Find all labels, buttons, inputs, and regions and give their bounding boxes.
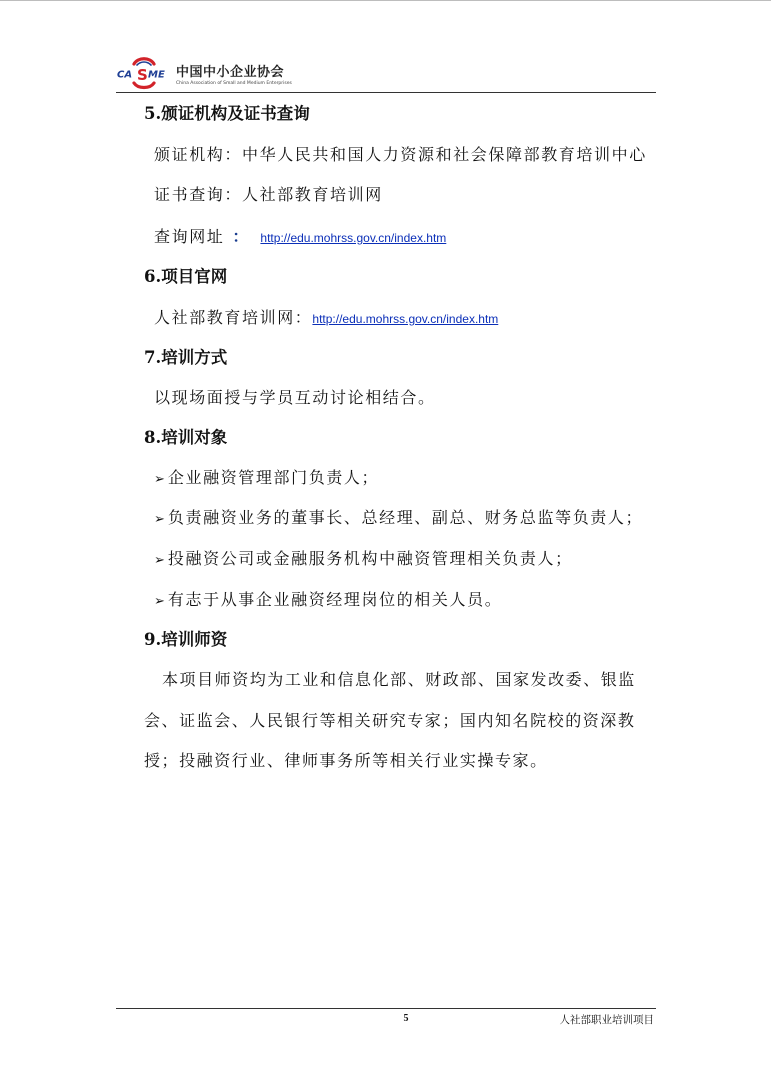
section-5-heading: 5.颁证机构及证书查询: [144, 104, 310, 123]
query-url-link[interactable]: http://edu.mohrss.gov.cn/index.htm: [260, 231, 447, 245]
official-site-line: [154, 304, 498, 333]
header-rule: [116, 92, 656, 93]
section-9-heading: 9.培训师资: [144, 630, 228, 649]
audience-item-text: 投融资公司或金融服务机构中融资管理相关负责人；: [167, 549, 573, 568]
audience-item-2: [154, 504, 643, 534]
org-title: [176, 61, 292, 86]
org-name: 中国中小企业协会: [176, 65, 285, 80]
query-url-label: 查询网址: [154, 227, 225, 246]
query-url-colon: ：: [232, 227, 249, 246]
section-8-heading: 8.培训对象: [144, 428, 228, 447]
svg-text:CA: CA: [117, 69, 133, 81]
cert-query-line: 证书查询：人社部教育培训网: [154, 185, 383, 204]
audience-item-text: 企业融资管理部门负责人；: [167, 468, 380, 487]
arrow-bullet-icon: ➢: [154, 512, 165, 527]
faculty-paragraph-line-2: 会、证监会、人民银行等相关研究专家；国内知名院校的资深教: [144, 711, 636, 730]
official-site-link[interactable]: http://edu.mohrss.gov.cn/index.htm: [312, 312, 499, 326]
section-6-heading: 6.项目官网: [144, 267, 228, 286]
org-name-en: China Association of Small and Medium Enterprises: [176, 81, 292, 86]
audience-item-4: [154, 586, 502, 616]
footer-project-name: 人社部职业培训项目: [559, 1014, 654, 1026]
audience-item-text: 负责融资业务的董事长、总经理、副总、财务总监等负责人；: [167, 508, 644, 527]
svg-text:ME: ME: [148, 69, 165, 81]
faculty-paragraph-line-1: 本项目师资均为工业和信息化部、财政部、国家发改委、银监: [162, 670, 636, 689]
query-url-line: [154, 223, 446, 252]
issuer-line: 颁证机构：中华人民共和国人力资源和社会保障部教育培训中心: [154, 145, 647, 164]
svg-text:S: S: [137, 66, 148, 84]
faculty-paragraph-line-3: 授；投融资行业、律师事务所等相关行业实操专家。: [144, 751, 548, 770]
page-top-edge: [0, 0, 771, 1]
casme-logo: [116, 56, 172, 90]
audience-item-1: [154, 464, 379, 494]
audience-item-text: 有志于从事企业融资经理岗位的相关人员。: [167, 590, 503, 609]
footer-rule: [116, 1008, 656, 1009]
training-method-text: 以现场面授与学员互动讨论相结合。: [154, 388, 436, 407]
page-number: 5: [403, 1013, 409, 1024]
arrow-bullet-icon: ➢: [154, 594, 165, 609]
page-header: [116, 52, 656, 94]
arrow-bullet-icon: ➢: [154, 472, 165, 487]
arrow-bullet-icon: ➢: [154, 553, 165, 568]
official-site-label: 人社部教育培训网：: [154, 308, 313, 327]
audience-item-3: [154, 545, 573, 575]
section-7-heading: 7.培训方式: [144, 348, 228, 367]
